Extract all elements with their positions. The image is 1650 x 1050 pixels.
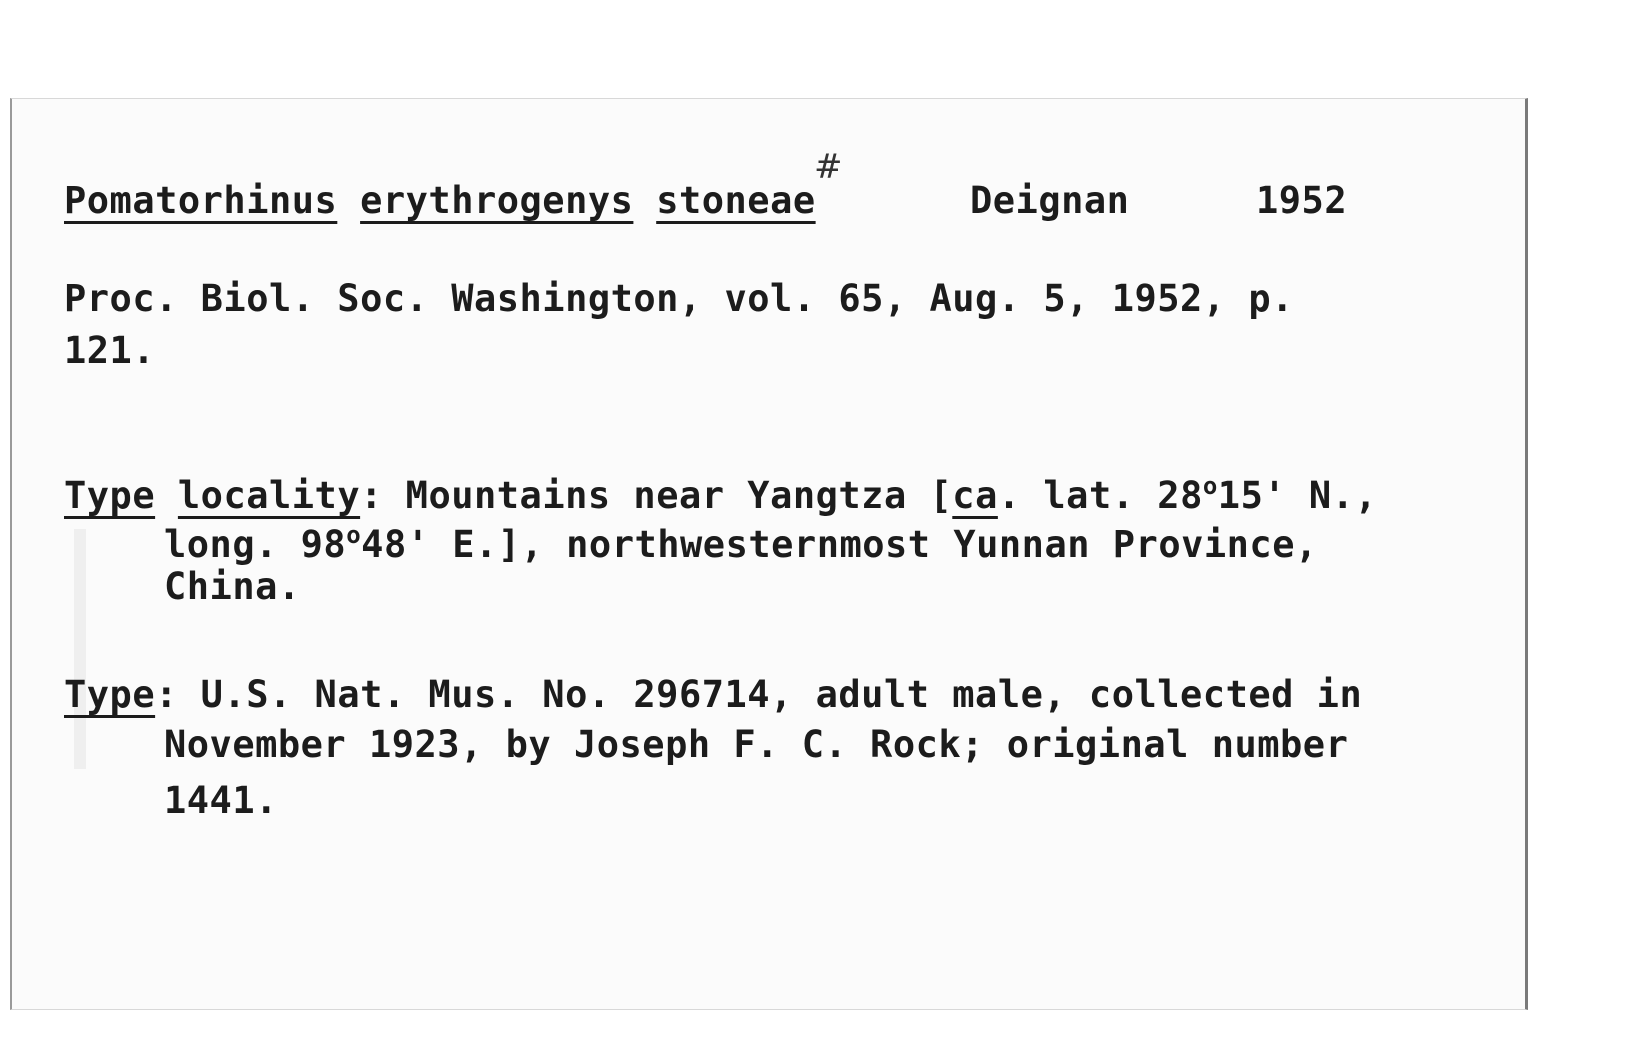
type-line-3: 1441. [164, 779, 278, 822]
degree-mark: o [346, 521, 362, 549]
longitude-text-b: 48' E.], northwesternmost Yunnan Province, [361, 523, 1318, 566]
type-locality-label-locality: locality [177, 474, 361, 517]
type-locality-label-type: Type [64, 474, 156, 517]
author-name: Deignan [970, 179, 1130, 222]
index-card [10, 98, 1528, 1010]
type-locality-text-c: 15' N., [1217, 474, 1378, 517]
publication-year: 1952 [1256, 179, 1348, 222]
citation-line-2: 121. [64, 329, 156, 372]
type-label: Type [64, 673, 156, 716]
type-text-1: : U.S. Nat. Mus. No. 296714, adult male, collected in [155, 673, 1363, 716]
degree-mark: o [1202, 472, 1218, 500]
type-locality-line-1 [64, 474, 1377, 518]
type-locality-colon: : [360, 474, 383, 517]
type-locality-line-2 [164, 523, 1318, 567]
longitude-text-a: long. 98 [164, 523, 347, 566]
citation-line-1: Proc. Biol. Soc. Washington, vol. 65, Aug. 5, 1952, p. [64, 277, 1294, 320]
circa-abbrev: ca [952, 474, 998, 517]
species-name: erythrogenys [360, 179, 634, 222]
genus-name: Pomatorhinus [64, 179, 338, 222]
type-locality-text-a: Mountains near Yangtza [ [382, 474, 953, 517]
taxon-header [64, 179, 816, 223]
subspecies-name: stoneae [656, 179, 816, 222]
type-locality-text-b: . lat. 28 [997, 474, 1203, 517]
type-locality-line-3: China. [164, 565, 301, 608]
type-line-1 [64, 673, 1362, 717]
type-line-2: November 1923, by Joseph F. C. Rock; original number [164, 723, 1349, 766]
card-smudge [74, 529, 86, 769]
hash-mark: # [814, 147, 843, 187]
